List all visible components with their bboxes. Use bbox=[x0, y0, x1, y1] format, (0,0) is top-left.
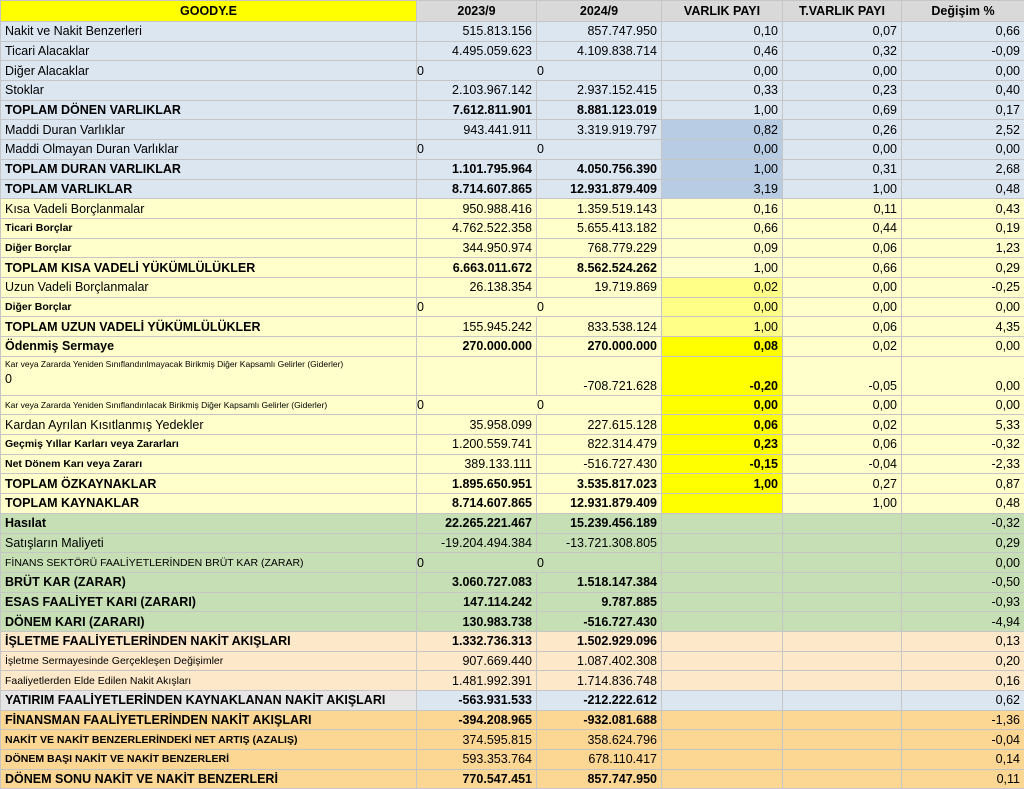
row-label[interactable]: DÖNEM BAŞI NAKİT VE NAKİT BENZERLERİ bbox=[1, 750, 417, 770]
cell-2024[interactable]: 5.655.413.182 bbox=[537, 218, 662, 238]
cell-2024[interactable]: 19.719.869 bbox=[537, 277, 662, 297]
table-row bbox=[1, 513, 1024, 533]
row-label[interactable]: YATIRIM FAALİYETLERİNDEN KAYNAKLANAN NAKİT AKIŞLARI bbox=[1, 691, 417, 711]
table-row-total bbox=[1, 258, 1024, 278]
row-label-text: Kar veya Zararda Yeniden Sınıflandırılmayacak Birikmiş Diğer Kapsamlı Gelirler (Giderler) bbox=[5, 359, 343, 369]
cell-2024[interactable]: 8.881.123.019 bbox=[537, 100, 662, 120]
cell-t-varlik-payi[interactable] bbox=[783, 533, 902, 553]
cell-degisim[interactable]: 0,20 bbox=[902, 651, 1024, 671]
cell-varlik-payi[interactable] bbox=[662, 592, 783, 612]
cell-degisim[interactable]: 0,40 bbox=[902, 81, 1024, 101]
cell-degisim[interactable]: 0,00 bbox=[902, 297, 1024, 317]
cell-2023[interactable]: 270.000.000 bbox=[417, 337, 537, 357]
cell-degisim[interactable]: 4,35 bbox=[902, 317, 1024, 337]
row-label[interactable]: Diğer Borçlar bbox=[1, 297, 417, 317]
cell-2023[interactable]: 155.945.242 bbox=[417, 317, 537, 337]
cell-2024[interactable]: 3.319.919.797 bbox=[537, 120, 662, 140]
cell-2024[interactable]: 1.714.836.748 bbox=[537, 671, 662, 691]
cell-2023[interactable]: 6.663.011.672 bbox=[417, 258, 537, 278]
cell-degisim[interactable]: -0,50 bbox=[902, 572, 1024, 592]
cell-t-varlik-payi[interactable]: 0,00 bbox=[783, 297, 902, 317]
cell-varlik-payi[interactable]: 0,02 bbox=[662, 277, 783, 297]
cell-varlik-payi[interactable] bbox=[662, 691, 783, 711]
cell-t-varlik-payi[interactable]: -0,05 bbox=[783, 356, 902, 395]
cell-varlik-payi[interactable]: 0,23 bbox=[662, 435, 783, 455]
cell-2023[interactable]: 344.950.974 bbox=[417, 238, 537, 258]
cell-2023[interactable]: 515.813.156 bbox=[417, 22, 537, 42]
cell-2023-2024[interactable] bbox=[417, 297, 662, 317]
table-row bbox=[1, 415, 1024, 435]
row-label[interactable]: NAKİT VE NAKİT BENZERLERİNDEKİ NET ARTIŞ (AZALIŞ) bbox=[1, 730, 417, 750]
cell-t-varlik-payi[interactable]: 0,02 bbox=[783, 337, 902, 357]
row-label[interactable]: Faaliyetlerden Elde Edilen Nakit Akışları bbox=[1, 671, 417, 691]
cell-2023[interactable]: 1.481.992.391 bbox=[417, 671, 537, 691]
cell-varlik-payi[interactable] bbox=[662, 710, 783, 730]
table-row bbox=[1, 61, 1024, 81]
cell-varlik-payi[interactable] bbox=[662, 612, 783, 632]
cell-2024[interactable]: 12.931.879.409 bbox=[537, 179, 662, 199]
cell-t-varlik-payi[interactable]: 0,00 bbox=[783, 140, 902, 160]
cell-t-varlik-payi[interactable]: 1,00 bbox=[783, 494, 902, 514]
cell-degisim[interactable]: 0,00 bbox=[902, 395, 1024, 415]
cell-2023-2024[interactable] bbox=[417, 61, 662, 81]
cell-2024[interactable]: 270.000.000 bbox=[537, 337, 662, 357]
cell-2023[interactable]: 4.495.059.623 bbox=[417, 41, 537, 61]
row-label[interactable]: Ticari Borçlar bbox=[1, 218, 417, 238]
cell-varlik-payi[interactable]: 3,19 bbox=[662, 179, 783, 199]
table-row bbox=[1, 435, 1024, 455]
cell-degisim[interactable]: 0,29 bbox=[902, 533, 1024, 553]
cell-t-varlik-payi[interactable]: 0,00 bbox=[783, 395, 902, 415]
table-row-total bbox=[1, 494, 1024, 514]
row-label[interactable]: Uzun Vadeli Borçlanmalar bbox=[1, 277, 417, 297]
cell-t-varlik-payi[interactable] bbox=[783, 651, 902, 671]
cell-t-varlik-payi[interactable]: 0,06 bbox=[783, 317, 902, 337]
cell-degisim[interactable]: 2,52 bbox=[902, 120, 1024, 140]
cell-degisim[interactable]: 0,00 bbox=[902, 356, 1024, 395]
cell-2024[interactable]: -212.222.612 bbox=[537, 691, 662, 711]
row-label[interactable]: Stoklar bbox=[1, 81, 417, 101]
cell-2023-zero: 0 bbox=[417, 298, 537, 316]
cell-2023[interactable]: 943.441.911 bbox=[417, 120, 537, 140]
cell-2023[interactable]: 35.958.099 bbox=[417, 415, 537, 435]
cell-2024[interactable]: 1.518.147.384 bbox=[537, 572, 662, 592]
cell-2024[interactable]: 1.087.402.308 bbox=[537, 651, 662, 671]
col-header-2023[interactable]: 2023/9 bbox=[417, 1, 537, 22]
cell-varlik-payi[interactable] bbox=[662, 494, 783, 514]
cell-varlik-payi[interactable] bbox=[662, 730, 783, 750]
cell-2023[interactable]: 770.547.451 bbox=[417, 769, 537, 789]
cell-degisim[interactable]: 0,11 bbox=[902, 769, 1024, 789]
table-row bbox=[1, 140, 1024, 160]
cell-t-varlik-payi[interactable] bbox=[783, 631, 902, 651]
cell-degisim[interactable]: -0,93 bbox=[902, 592, 1024, 612]
cell-2024[interactable]: 358.624.796 bbox=[537, 730, 662, 750]
cell-degisim[interactable]: 0,29 bbox=[902, 258, 1024, 278]
row-label[interactable]: Satışların Maliyeti bbox=[1, 533, 417, 553]
cell-2024-zero: 0 bbox=[537, 396, 544, 414]
row-label[interactable]: Diğer Borçlar bbox=[1, 238, 417, 258]
cell-degisim[interactable]: 0,48 bbox=[902, 494, 1024, 514]
cell-varlik-payi[interactable]: 1,00 bbox=[662, 100, 783, 120]
cell-2024[interactable]: 822.314.479 bbox=[537, 435, 662, 455]
cell-2024[interactable]: 768.779.229 bbox=[537, 238, 662, 258]
cell-2024-zero: 0 bbox=[537, 554, 544, 572]
cell-varlik-payi[interactable] bbox=[662, 533, 783, 553]
row-label[interactable]: DÖNEM KARI (ZARARI) bbox=[1, 612, 417, 632]
row-label[interactable]: Hasılat bbox=[1, 513, 417, 533]
cell-2024[interactable]: 857.747.950 bbox=[537, 769, 662, 789]
cell-degisim[interactable]: 0,16 bbox=[902, 671, 1024, 691]
cell-t-varlik-payi[interactable] bbox=[783, 513, 902, 533]
cell-degisim[interactable]: 0,00 bbox=[902, 61, 1024, 81]
cell-t-varlik-payi[interactable] bbox=[783, 769, 902, 789]
row-label[interactable]: DÖNEM SONU NAKİT VE NAKİT BENZERLERİ bbox=[1, 769, 417, 789]
table-row bbox=[1, 277, 1024, 297]
cell-2024[interactable]: -516.727.430 bbox=[537, 454, 662, 474]
cell-degisim[interactable]: 2,68 bbox=[902, 159, 1024, 179]
cell-varlik-payi[interactable] bbox=[662, 631, 783, 651]
row-label[interactable]: Net Dönem Karı veya Zararı bbox=[1, 454, 417, 474]
cell-varlik-payi[interactable]: 0,08 bbox=[662, 337, 783, 357]
cell-degisim[interactable]: -0,32 bbox=[902, 513, 1024, 533]
cell-varlik-payi[interactable]: 1,00 bbox=[662, 317, 783, 337]
cell-t-varlik-payi[interactable] bbox=[783, 572, 902, 592]
cell-t-varlik-payi[interactable] bbox=[783, 750, 902, 770]
cell-2024[interactable]: 8.562.524.262 bbox=[537, 258, 662, 278]
row-label[interactable]: TOPLAM DÖNEN VARLIKLAR bbox=[1, 100, 417, 120]
col-header-2024[interactable]: 2024/9 bbox=[537, 1, 662, 22]
cell-t-varlik-payi[interactable]: 0,26 bbox=[783, 120, 902, 140]
cell-2023[interactable]: -394.208.965 bbox=[417, 710, 537, 730]
cell-varlik-payi[interactable] bbox=[662, 572, 783, 592]
col-header-t-varlik-payi[interactable]: T.VARLIK PAYI bbox=[783, 1, 902, 22]
cell-varlik-payi[interactable] bbox=[662, 513, 783, 533]
table-row bbox=[1, 337, 1024, 357]
cell-degisim[interactable]: 0,19 bbox=[902, 218, 1024, 238]
cell-t-varlik-payi[interactable]: 0,32 bbox=[783, 41, 902, 61]
cell-varlik-payi[interactable]: 0,33 bbox=[662, 81, 783, 101]
cell-2023-zero: 0 bbox=[417, 396, 537, 414]
cell-2023[interactable]: 374.595.815 bbox=[417, 730, 537, 750]
table-row bbox=[1, 631, 1024, 651]
row-label[interactable]: TOPLAM KISA VADELİ YÜKÜMLÜLÜKLER bbox=[1, 258, 417, 278]
row-label[interactable]: BRÜT KAR (ZARAR) bbox=[1, 572, 417, 592]
cell-t-varlik-payi[interactable]: 0,07 bbox=[783, 22, 902, 42]
row-label[interactable]: İşletme Sermayesinde Gerçekleşen Değişimler bbox=[1, 651, 417, 671]
cell-2024[interactable]: -932.081.688 bbox=[537, 710, 662, 730]
cell-2023[interactable]: 26.138.354 bbox=[417, 277, 537, 297]
cell-t-varlik-payi[interactable]: 0,06 bbox=[783, 435, 902, 455]
row-label[interactable]: TOPLAM KAYNAKLAR bbox=[1, 494, 417, 514]
cell-varlik-payi[interactable]: 0,00 bbox=[662, 395, 783, 415]
cell-2023-2024[interactable] bbox=[417, 140, 662, 160]
cell-2023[interactable]: 2.103.967.142 bbox=[417, 81, 537, 101]
cell-2024[interactable]: 833.538.124 bbox=[537, 317, 662, 337]
cell-degisim[interactable]: -0,32 bbox=[902, 435, 1024, 455]
cell-t-varlik-payi[interactable] bbox=[783, 691, 902, 711]
table-row bbox=[1, 671, 1024, 691]
cell-2024[interactable]: -516.727.430 bbox=[537, 612, 662, 632]
cell-t-varlik-payi[interactable] bbox=[783, 710, 902, 730]
table-row bbox=[1, 750, 1024, 770]
cell-2024[interactable]: 1.359.519.143 bbox=[537, 199, 662, 219]
col-header-varlik-payi[interactable]: VARLIK PAYI bbox=[662, 1, 783, 22]
table-row bbox=[1, 691, 1024, 711]
row-label[interactable]: FİNANSMAN FAALİYETLERİNDEN NAKİT AKIŞLARI bbox=[1, 710, 417, 730]
row-label[interactable]: İŞLETME FAALİYETLERİNDEN NAKİT AKIŞLARI bbox=[1, 631, 417, 651]
table-row-total bbox=[1, 474, 1024, 494]
cell-t-varlik-payi[interactable]: 0,27 bbox=[783, 474, 902, 494]
cell-2023[interactable]: 950.988.416 bbox=[417, 199, 537, 219]
cell-degisim[interactable]: 0,17 bbox=[902, 100, 1024, 120]
cell-2024[interactable]: 2.937.152.415 bbox=[537, 81, 662, 101]
cell-2023-2024[interactable] bbox=[417, 395, 662, 415]
table-row bbox=[1, 651, 1024, 671]
table-row bbox=[1, 553, 1024, 573]
cell-2024[interactable]: 15.239.456.189 bbox=[537, 513, 662, 533]
table-row bbox=[1, 592, 1024, 612]
table-row bbox=[1, 120, 1024, 140]
cell-degisim[interactable]: -0,25 bbox=[902, 277, 1024, 297]
cell-2023[interactable]: -19.204.494.384 bbox=[417, 533, 537, 553]
cell-degisim[interactable]: -1,36 bbox=[902, 710, 1024, 730]
cell-2023[interactable]: 1.200.559.741 bbox=[417, 435, 537, 455]
cell-2023-zero: 0 bbox=[417, 62, 537, 80]
row-label[interactable]: TOPLAM ÖZKAYNAKLAR bbox=[1, 474, 417, 494]
cell-t-varlik-payi[interactable]: 0,02 bbox=[783, 415, 902, 435]
row-label[interactable]: Kısa Vadeli Borçlanmalar bbox=[1, 199, 417, 219]
cell-varlik-payi[interactable]: 0,16 bbox=[662, 199, 783, 219]
row-label[interactable]: FİNANS SEKTÖRÜ FAALİYETLERİNDEN BRÜT KAR (ZARAR) bbox=[1, 553, 417, 573]
cell-varlik-payi[interactable] bbox=[662, 553, 783, 573]
cell-2023[interactable]: 8.714.607.865 bbox=[417, 494, 537, 514]
cell-varlik-payi[interactable] bbox=[662, 750, 783, 770]
cell-t-varlik-payi[interactable]: 0,44 bbox=[783, 218, 902, 238]
cell-varlik-payi[interactable]: 1,00 bbox=[662, 159, 783, 179]
cell-varlik-payi[interactable]: 0,06 bbox=[662, 415, 783, 435]
table-row bbox=[1, 22, 1024, 42]
cell-varlik-payi[interactable]: 0,00 bbox=[662, 61, 783, 81]
cell-t-varlik-payi[interactable]: 0,00 bbox=[783, 61, 902, 81]
cell-2023[interactable]: 4.762.522.358 bbox=[417, 218, 537, 238]
cell-t-varlik-payi[interactable]: 0,23 bbox=[783, 81, 902, 101]
cell-2024[interactable]: 12.931.879.409 bbox=[537, 494, 662, 514]
table-row bbox=[1, 356, 1024, 395]
cell-t-varlik-payi[interactable]: 0,31 bbox=[783, 159, 902, 179]
cell-varlik-payi[interactable] bbox=[662, 651, 783, 671]
cell-degisim[interactable]: 5,33 bbox=[902, 415, 1024, 435]
cell-t-varlik-payi[interactable]: 0,66 bbox=[783, 258, 902, 278]
cell-degisim[interactable]: 0,66 bbox=[902, 22, 1024, 42]
cell-2024-zero: 0 bbox=[537, 62, 544, 80]
row-label[interactable]: Nakit ve Nakit Benzerleri bbox=[1, 22, 417, 42]
cell-t-varlik-payi[interactable]: -0,04 bbox=[783, 454, 902, 474]
cell-t-varlik-payi[interactable]: 0,00 bbox=[783, 277, 902, 297]
cell-degisim[interactable]: 0,43 bbox=[902, 199, 1024, 219]
cell-2023-zero: 0 bbox=[5, 372, 12, 386]
row-label[interactable]: TOPLAM UZUN VADELİ YÜKÜMLÜLÜKLER bbox=[1, 317, 417, 337]
cell-2023[interactable]: 8.714.607.865 bbox=[417, 179, 537, 199]
cell-varlik-payi[interactable]: 0,46 bbox=[662, 41, 783, 61]
cell-2023[interactable]: 1.895.650.951 bbox=[417, 474, 537, 494]
cell-degisim[interactable]: 0,62 bbox=[902, 691, 1024, 711]
table-row bbox=[1, 710, 1024, 730]
cell-varlik-payi[interactable]: 1,00 bbox=[662, 258, 783, 278]
cell-2023[interactable]: 130.983.738 bbox=[417, 612, 537, 632]
row-label[interactable]: Ticari Alacaklar bbox=[1, 41, 417, 61]
row-label[interactable]: Ödenmiş Sermaye bbox=[1, 337, 417, 357]
cell-degisim[interactable]: 0,00 bbox=[902, 140, 1024, 160]
cell-2023[interactable]: 907.669.440 bbox=[417, 651, 537, 671]
cell-2023[interactable] bbox=[417, 356, 537, 395]
table-row bbox=[1, 199, 1024, 219]
cell-degisim[interactable]: 1,23 bbox=[902, 238, 1024, 258]
cell-2023[interactable]: 7.612.811.901 bbox=[417, 100, 537, 120]
cell-t-varlik-payi[interactable] bbox=[783, 671, 902, 691]
cell-varlik-payi[interactable]: 0,82 bbox=[662, 120, 783, 140]
cell-t-varlik-payi[interactable]: 0,69 bbox=[783, 100, 902, 120]
cell-varlik-payi[interactable]: -0,15 bbox=[662, 454, 783, 474]
table-row bbox=[1, 218, 1024, 238]
row-label[interactable]: Maddi Olmayan Duran Varlıklar bbox=[1, 140, 417, 160]
cell-2023-zero: 0 bbox=[417, 554, 537, 572]
table-row-total bbox=[1, 179, 1024, 199]
cell-2024[interactable]: -708.721.628 bbox=[537, 356, 662, 395]
table-row bbox=[1, 730, 1024, 750]
cell-varlik-payi[interactable]: 0,66 bbox=[662, 218, 783, 238]
cell-2023[interactable]: 389.133.111 bbox=[417, 454, 537, 474]
cell-2023[interactable]: 3.060.727.083 bbox=[417, 572, 537, 592]
cell-degisim[interactable]: 0,14 bbox=[902, 750, 1024, 770]
row-label[interactable]: Diğer Alacaklar bbox=[1, 61, 417, 81]
cell-2024[interactable]: 227.615.128 bbox=[537, 415, 662, 435]
cell-2023[interactable]: 593.353.764 bbox=[417, 750, 537, 770]
cell-2024[interactable]: 9.787.885 bbox=[537, 592, 662, 612]
cell-degisim[interactable]: -4,94 bbox=[902, 612, 1024, 632]
cell-2023[interactable]: 1.332.736.313 bbox=[417, 631, 537, 651]
cell-2024-zero: 0 bbox=[537, 140, 544, 158]
cell-2023[interactable]: -563.931.533 bbox=[417, 691, 537, 711]
cell-degisim[interactable]: -0,09 bbox=[902, 41, 1024, 61]
cell-varlik-payi[interactable]: -0,20 bbox=[662, 356, 783, 395]
cell-degisim[interactable]: 0,13 bbox=[902, 631, 1024, 651]
row-label[interactable]: Geçmiş Yıllar Karları veya Zararları bbox=[1, 435, 417, 455]
cell-varlik-payi[interactable] bbox=[662, 769, 783, 789]
row-label[interactable]: ESAS FAALİYET KARI (ZARARI) bbox=[1, 592, 417, 612]
table-row bbox=[1, 238, 1024, 258]
table-row bbox=[1, 533, 1024, 553]
cell-degisim[interactable]: 0,48 bbox=[902, 179, 1024, 199]
row-label[interactable]: Kar veya Zararda Yeniden Sınıflandırılacak Birikmiş Diğer Kapsamlı Gelirler (Giderler) bbox=[1, 395, 417, 415]
table-row bbox=[1, 769, 1024, 789]
cell-2024[interactable]: 4.050.756.390 bbox=[537, 159, 662, 179]
table-row-total bbox=[1, 100, 1024, 120]
table-row bbox=[1, 297, 1024, 317]
table-row bbox=[1, 395, 1024, 415]
header-row bbox=[1, 1, 1024, 22]
cell-t-varlik-payi[interactable] bbox=[783, 612, 902, 632]
cell-varlik-payi[interactable]: 1,00 bbox=[662, 474, 783, 494]
cell-2023[interactable]: 147.114.242 bbox=[417, 592, 537, 612]
cell-t-varlik-payi[interactable] bbox=[783, 592, 902, 612]
table-row-total bbox=[1, 159, 1024, 179]
table-row bbox=[1, 454, 1024, 474]
cell-degisim[interactable]: -2,33 bbox=[902, 454, 1024, 474]
cell-2024[interactable]: 4.109.838.714 bbox=[537, 41, 662, 61]
table-row-total bbox=[1, 317, 1024, 337]
row-label[interactable]: TOPLAM DURAN VARLIKLAR bbox=[1, 159, 417, 179]
cell-2023-2024[interactable] bbox=[417, 553, 662, 573]
row-label[interactable]: Maddi Duran Varlıklar bbox=[1, 120, 417, 140]
table-row bbox=[1, 41, 1024, 61]
ticker-title[interactable]: GOODY.E bbox=[1, 1, 417, 22]
cell-varlik-payi[interactable]: 0,00 bbox=[662, 140, 783, 160]
cell-2024[interactable]: 678.110.417 bbox=[537, 750, 662, 770]
cell-t-varlik-payi[interactable] bbox=[783, 730, 902, 750]
cell-varlik-payi[interactable]: 0,00 bbox=[662, 297, 783, 317]
cell-t-varlik-payi[interactable]: 0,06 bbox=[783, 238, 902, 258]
cell-2023-zero: 0 bbox=[417, 140, 537, 158]
cell-t-varlik-payi[interactable] bbox=[783, 553, 902, 573]
table-row bbox=[1, 81, 1024, 101]
cell-varlik-payi[interactable]: 0,10 bbox=[662, 22, 783, 42]
cell-t-varlik-payi[interactable]: 0,11 bbox=[783, 199, 902, 219]
cell-2024[interactable]: 1.502.929.096 bbox=[537, 631, 662, 651]
cell-2024-zero: 0 bbox=[537, 298, 544, 316]
cell-degisim[interactable]: 0,00 bbox=[902, 337, 1024, 357]
cell-t-varlik-payi[interactable]: 1,00 bbox=[783, 179, 902, 199]
row-label[interactable] bbox=[1, 356, 417, 395]
cell-varlik-payi[interactable]: 0,09 bbox=[662, 238, 783, 258]
cell-2024[interactable]: 3.535.817.023 bbox=[537, 474, 662, 494]
cell-2024[interactable]: -13.721.308.805 bbox=[537, 533, 662, 553]
cell-degisim[interactable]: 0,00 bbox=[902, 553, 1024, 573]
cell-2023[interactable]: 1.101.795.964 bbox=[417, 159, 537, 179]
table-row bbox=[1, 612, 1024, 632]
cell-2023[interactable]: 22.265.221.467 bbox=[417, 513, 537, 533]
cell-degisim[interactable]: 0,87 bbox=[902, 474, 1024, 494]
cell-2024[interactable]: 857.747.950 bbox=[537, 22, 662, 42]
row-label[interactable]: Kardan Ayrılan Kısıtlanmış Yedekler bbox=[1, 415, 417, 435]
table-row bbox=[1, 572, 1024, 592]
col-header-degisim[interactable]: Değişim % bbox=[902, 1, 1024, 22]
row-label[interactable]: TOPLAM VARLIKLAR bbox=[1, 179, 417, 199]
cell-degisim[interactable]: -0,04 bbox=[902, 730, 1024, 750]
cell-varlik-payi[interactable] bbox=[662, 671, 783, 691]
